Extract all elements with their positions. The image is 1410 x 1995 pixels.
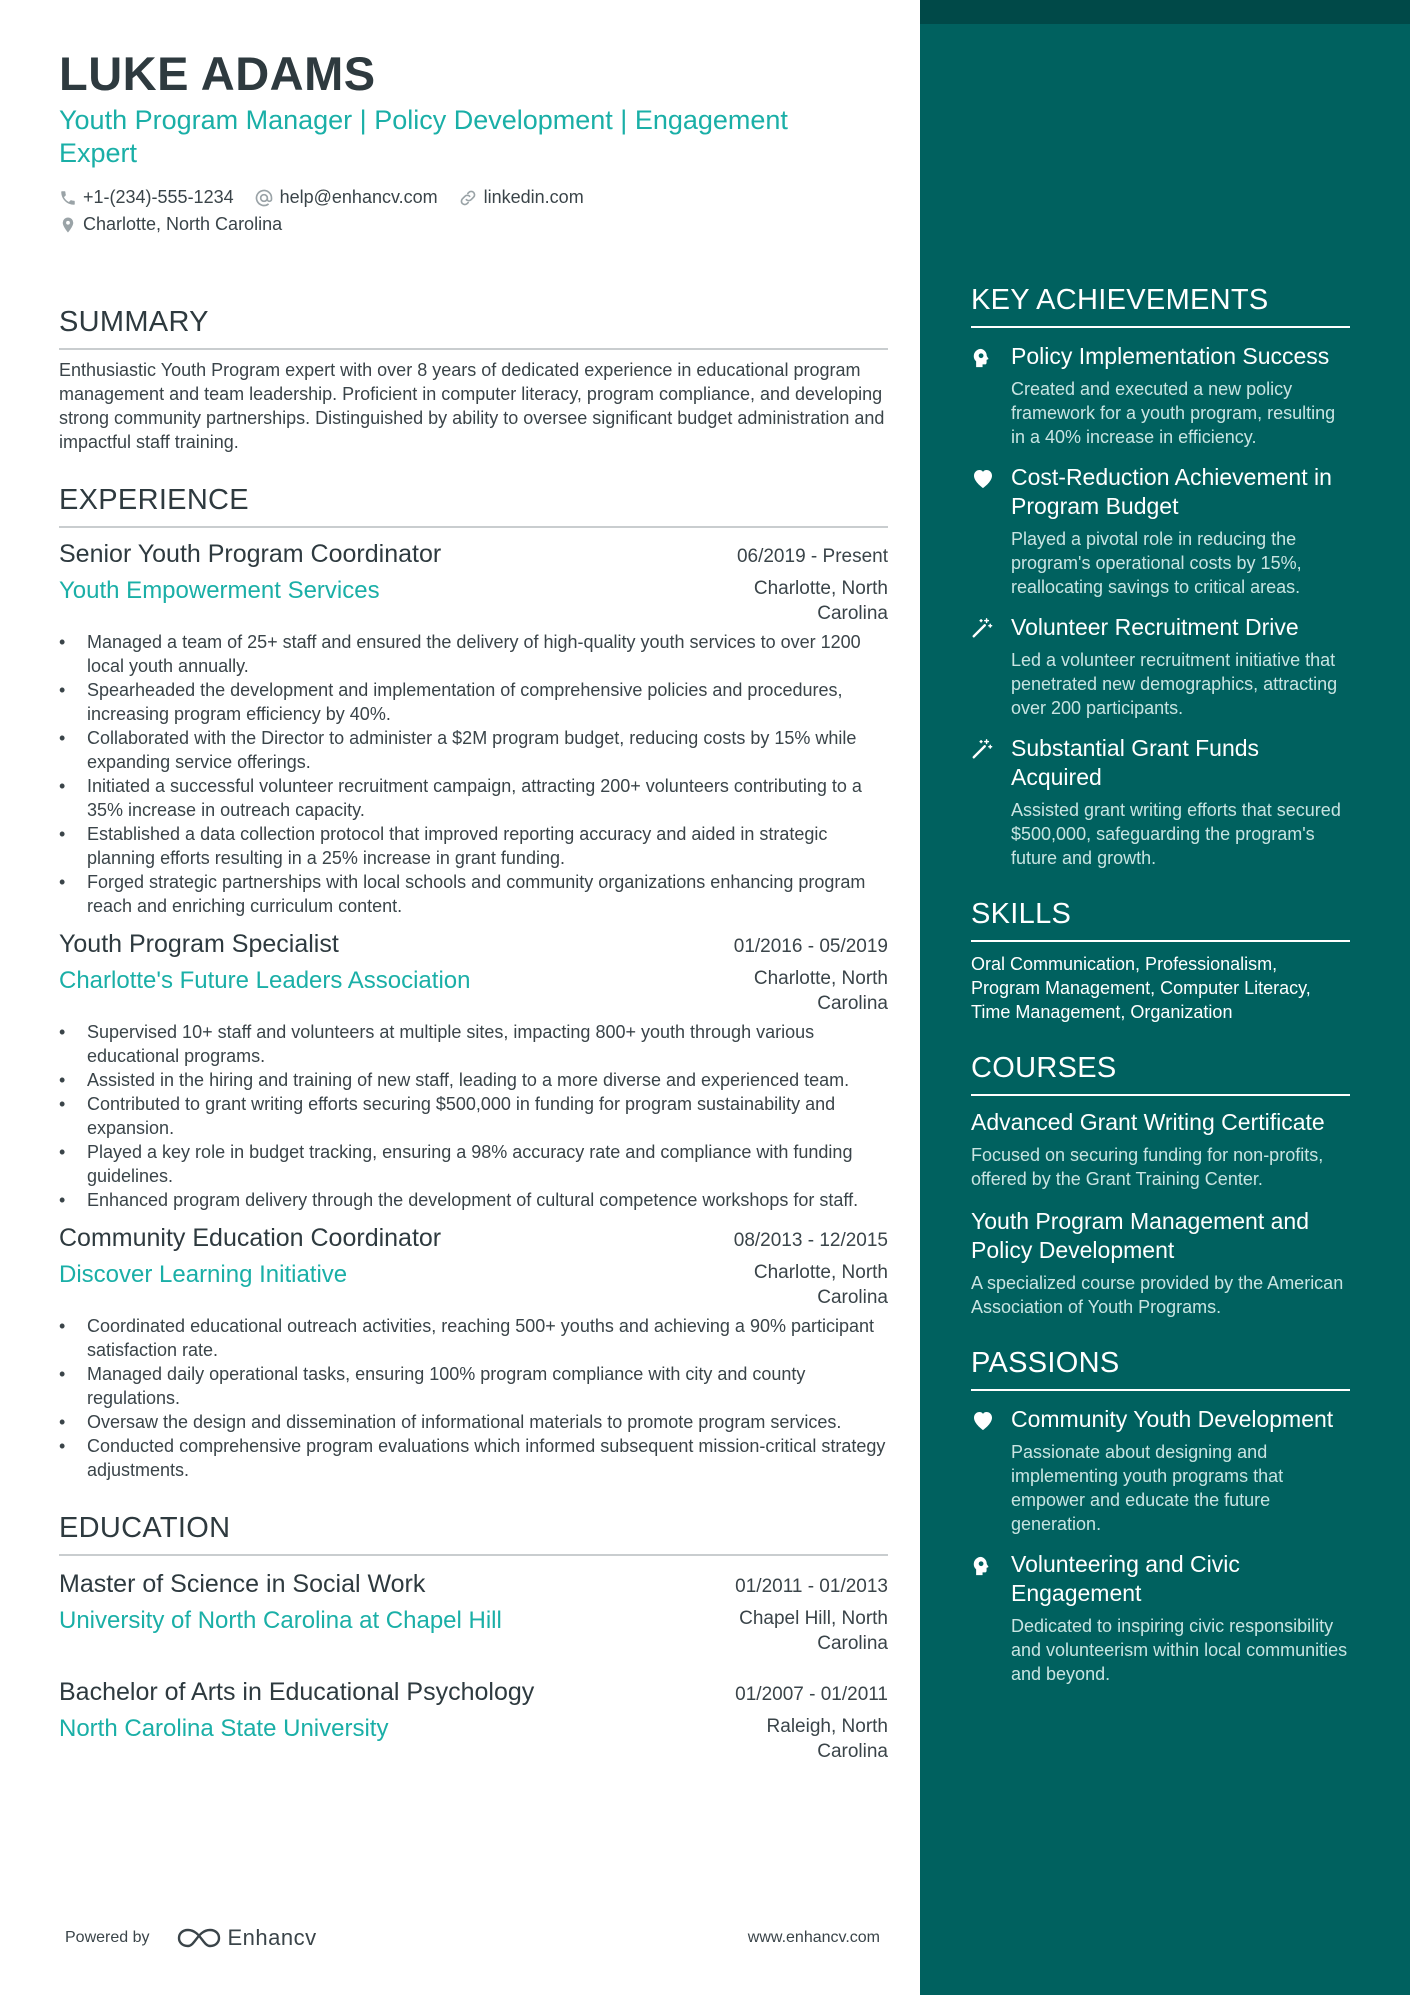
passions-section (971, 1345, 1350, 1686)
email-link[interactable]: help@enhancv.com (279, 187, 438, 207)
heart-icon (971, 1409, 995, 1431)
job-bullets (59, 1314, 888, 1482)
course-desc: Focused on securing funding for non-profits, offered by the Grant Training Center. (971, 1145, 1324, 1189)
phone-text: +1-(234)-555-1234 (83, 187, 234, 207)
footer-brand (65, 1925, 317, 1951)
contact-email (254, 187, 438, 208)
bullet-item: • Oversaw the design and dissemination of informational materials to promote program services. (59, 1410, 889, 1434)
skills-section (971, 896, 1350, 1024)
school: North Carolina State University (59, 1715, 389, 1742)
course-title: Youth Program Management and Policy Development (971, 1208, 1309, 1263)
passion-item (971, 1550, 1350, 1686)
passion-body (1011, 1405, 1350, 1536)
bullet-item: • Contributed to grant writing efforts securing $500,000 in funding for program sustainability and expansion. (59, 1092, 889, 1140)
contact-linkedin (458, 187, 584, 208)
school: University of North Carolina at Chapel Hill (59, 1607, 502, 1634)
achievement-title: Policy Implementation Success (1011, 343, 1330, 369)
at-icon (254, 188, 274, 208)
contact-row (59, 211, 888, 238)
passion-desc: Passionate about designing and implementing youth programs that empower and educate the future generation. (1011, 1442, 1284, 1534)
education-date: 01/2007 - 01/2011 (735, 1684, 888, 1705)
education-date: 01/2011 - 01/2013 (735, 1576, 888, 1597)
experience-section (59, 482, 888, 1482)
job-bullets (59, 630, 888, 918)
contact-phone (59, 187, 234, 208)
linkedin-link[interactable]: linkedin.com (483, 187, 584, 207)
education-location: Chapel Hill, North Carolina (739, 1608, 888, 1654)
degree: Bachelor of Arts in Educational Psychology (59, 1678, 535, 1706)
education-heading: EDUCATION (59, 1510, 888, 1556)
course-desc: A specialized course provided by the American Association of Youth Programs. (971, 1273, 1344, 1317)
summary-section (59, 304, 888, 454)
job-subheader (59, 966, 888, 1016)
achievement-desc: Played a pivotal role in reducing the program's operational costs by 15%, reallocating savings to critical areas. (1011, 529, 1302, 597)
degree: Master of Science in Social Work (59, 1570, 426, 1598)
passion-item (971, 1405, 1350, 1536)
job-location: Charlotte, North Carolina (753, 1262, 888, 1308)
candidate-title: Youth Program Manager | Policy Development | Engagement Expert (59, 105, 788, 168)
phone-icon (59, 189, 77, 207)
achievement-title: Substantial Grant Funds Acquired (1011, 735, 1260, 790)
contact-location (59, 214, 282, 235)
job-date: 01/2016 - 05/2019 (733, 936, 888, 957)
job-role: Community Education Coordinator (59, 1224, 442, 1252)
education-header (59, 1676, 888, 1708)
bullet-item: • Spearheaded the development and implementation of comprehensive policies and procedures, increasing program efficiency by 40%. (59, 678, 889, 726)
achievement-item (971, 342, 1350, 449)
bullet-item: • Coordinated educational outreach activities, reaching 500+ youths and achieving a 90% participant satisfaction rate. (59, 1314, 889, 1362)
passion-title: Community Youth Development (1011, 1406, 1334, 1432)
sidebar-content (920, 24, 1410, 1686)
enhancv-logo-icon (176, 1926, 222, 1950)
skills-list: Oral Communication, Professionalism, Program Management, Computer Literacy, Time Management, Organization (971, 954, 1311, 1022)
summary-text: Enthusiastic Youth Program expert with over 8 years of dedicated experience in educational program management and team leadership. Proficient in computer literacy, program compliance, and developing strong community partnerships. Distinguished by ability to oversee significant budget administration and impactful staff training. (59, 360, 885, 452)
lightbulb-head-icon (971, 1554, 993, 1578)
job-header (59, 928, 888, 960)
job-role: Senior Youth Program Coordinator (59, 540, 442, 568)
achievement-body (1011, 734, 1350, 870)
course-item (971, 1108, 1350, 1191)
job-date: 06/2019 - Present (736, 546, 888, 567)
job-location: Charlotte, North Carolina (753, 968, 888, 1014)
bullet-item: • Collaborated with the Director to administer a $2M program budget, reducing costs by 15% while expanding service offerings. (59, 726, 889, 774)
magic-wand-icon (971, 738, 993, 760)
achievement-item (971, 613, 1350, 720)
bullet-item: • Assisted in the hiring and training of new staff, leading to a more diverse and experienced team. (59, 1068, 889, 1092)
job-header (59, 538, 888, 570)
link-icon (458, 188, 478, 208)
education-entry (59, 1568, 888, 1656)
sidebar-top-band (920, 0, 1410, 24)
footer-url[interactable]: www.enhancv.com (747, 1929, 880, 1946)
course-item (971, 1207, 1350, 1319)
achievement-title: Volunteer Recruitment Drive (1011, 614, 1299, 640)
job-entry (59, 928, 888, 1212)
passion-desc: Dedicated to inspiring civic responsibility and volunteerism within local communities and beyond. (1011, 1616, 1348, 1684)
magic-wand-icon (971, 617, 993, 639)
bullet-item: • Managed daily operational tasks, ensuring 100% program compliance with city and county regulations. (59, 1362, 889, 1410)
footer (65, 1925, 880, 1951)
bullet-item: • Played a key role in budget tracking, ensuring a 98% accuracy rate and compliance with funding guidelines. (59, 1140, 889, 1188)
achievement-title: Cost-Reduction Achievement in Program Budget (1011, 464, 1332, 519)
passion-title: Volunteering and Civic Engagement (1011, 1551, 1240, 1606)
education-section (59, 1510, 888, 1764)
bullet-item: • Initiated a successful volunteer recruitment campaign, attracting 200+ volunteers contributing to a 35% increase in outreach capacity. (59, 774, 889, 822)
job-bullets (59, 1020, 888, 1212)
courses-heading: COURSES (971, 1050, 1350, 1096)
bullet-item: • Forged strategic partnerships with local schools and community organizations enhancing program reach and enriching curriculum content. (59, 870, 889, 918)
bullet-item: • Supervised 10+ staff and volunteers at multiple sites, impacting 800+ youth through various educational programs. (59, 1020, 889, 1068)
passion-icon-wrap (971, 1405, 1011, 1536)
job-company: Discover Learning Initiative (59, 1261, 348, 1288)
candidate-name: LUKE ADAMS (59, 47, 376, 100)
job-header (59, 1222, 888, 1254)
achievement-desc: Assisted grant writing efforts that secured $500,000, safeguarding the program's future and growth. (1011, 800, 1341, 868)
enhancv-brand-text: Enhancv (227, 1925, 317, 1950)
achievements-section (971, 282, 1350, 870)
education-entry (59, 1676, 888, 1764)
achievement-body (1011, 463, 1350, 599)
job-entry (59, 538, 888, 918)
courses-section (971, 1050, 1350, 1319)
course-title: Advanced Grant Writing Certificate (971, 1109, 1325, 1135)
education-header (59, 1568, 888, 1600)
achievement-item (971, 734, 1350, 870)
bullet-item: • Managed a team of 25+ staff and ensured the delivery of high-quality youth services to over 1200 local youth annually. (59, 630, 889, 678)
achievement-icon-wrap (971, 734, 1011, 870)
passion-icon-wrap (971, 1550, 1011, 1686)
achievement-body (1011, 342, 1350, 449)
contact-row (59, 184, 888, 211)
skills-heading: SKILLS (971, 896, 1350, 942)
job-role: Youth Program Specialist (59, 930, 339, 958)
heart-icon (971, 467, 995, 489)
powered-by-text: Powered by (65, 1929, 150, 1946)
enhancv-logo[interactable] (176, 1925, 317, 1951)
job-company: Youth Empowerment Services (59, 577, 380, 604)
job-subheader (59, 576, 888, 626)
lightbulb-head-icon (971, 346, 993, 370)
education-subheader (59, 1606, 888, 1656)
passion-body (1011, 1550, 1350, 1686)
experience-heading: EXPERIENCE (59, 482, 888, 528)
job-date: 08/2013 - 12/2015 (733, 1230, 888, 1251)
passions-heading: PASSIONS (971, 1345, 1350, 1391)
location-pin-icon (59, 215, 77, 235)
bullet-item: • Established a data collection protocol that improved reporting accuracy and aided in strategic planning efforts resulting in a 25% increase in grant funding. (59, 822, 889, 870)
achievement-desc: Created and executed a new policy framework for a youth program, resulting in a 40% increase in efficiency. (1011, 379, 1336, 447)
achievements-heading: KEY ACHIEVEMENTS (971, 282, 1350, 328)
achievement-desc: Led a volunteer recruitment initiative that penetrated new demographics, attracting over 200 participants. (1011, 650, 1338, 718)
location-text: Charlotte, North Carolina (83, 214, 283, 234)
sidebar (920, 0, 1410, 1995)
achievement-body (1011, 613, 1350, 720)
education-location: Raleigh, North Carolina (766, 1716, 888, 1762)
job-entry (59, 1222, 888, 1482)
job-location: Charlotte, North Carolina (753, 578, 888, 624)
achievement-icon-wrap (971, 342, 1011, 449)
bullet-item: • Enhanced program delivery through the development of cultural competence workshops for staff. (59, 1188, 889, 1212)
education-subheader (59, 1714, 888, 1764)
bullet-item: • Conducted comprehensive program evaluations which informed subsequent mission-critical strategy adjustments. (59, 1434, 889, 1482)
contact-info (59, 184, 888, 238)
achievement-icon-wrap (971, 613, 1011, 720)
achievement-item (971, 463, 1350, 599)
summary-heading: SUMMARY (59, 304, 888, 350)
job-subheader (59, 1260, 888, 1310)
achievement-icon-wrap (971, 463, 1011, 599)
job-company: Charlotte's Future Leaders Association (59, 967, 471, 994)
